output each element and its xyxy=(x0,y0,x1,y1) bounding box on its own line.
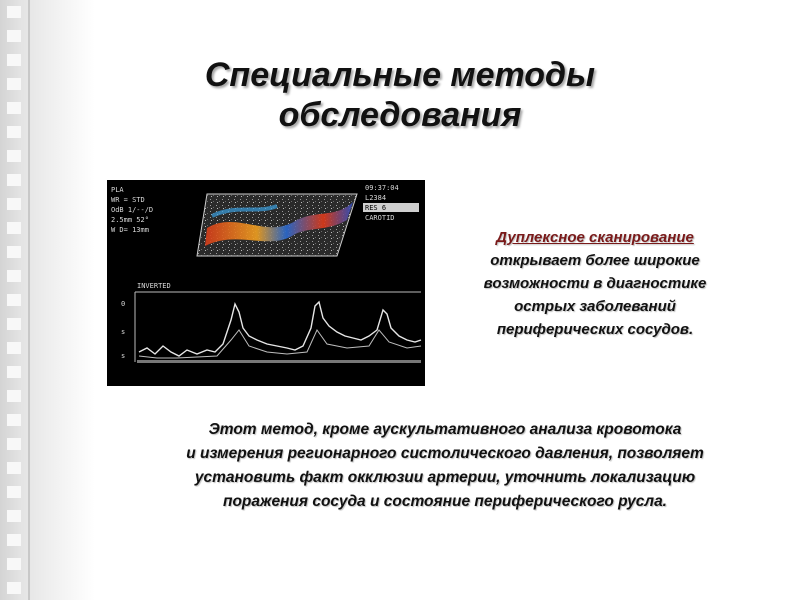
label-wr: WR = STD xyxy=(111,196,145,204)
duplex-scanning-highlight: Дуплексное сканирование xyxy=(496,229,694,246)
label-odb: OdB 1/--/D xyxy=(111,206,154,214)
label-depth: 2.5mm 52° xyxy=(111,216,149,224)
side-line-2: возможности в диагностике xyxy=(483,275,707,292)
label-inverted: INVERTED xyxy=(137,282,171,290)
side-line-3: острых заболеваний xyxy=(514,298,676,315)
side-line-1: открывает более широкие xyxy=(490,252,700,269)
label-probe: L2384 xyxy=(365,194,387,202)
label-time: 09:37:04 xyxy=(365,184,399,192)
bottom-line-2: и измерения регионарного систолического давления, позволяет xyxy=(186,445,704,462)
bottom-line-1: Этот метод, кроме аускультативного анализа кровотока xyxy=(208,421,682,438)
film-holes xyxy=(7,0,21,600)
label-res: RES 6 xyxy=(365,204,387,212)
film-strip-decoration xyxy=(0,0,95,600)
title-line-1: Специальные методы xyxy=(204,56,596,94)
doppler-ultrasound-image xyxy=(107,180,425,386)
label-wd: W D= 13mm xyxy=(111,226,149,234)
duplex-scanning-text xyxy=(440,226,750,341)
scale-mark-1: s xyxy=(121,328,126,336)
label-pla: PLA xyxy=(111,186,124,194)
film-edge-line xyxy=(28,0,30,600)
method-description xyxy=(100,418,790,514)
title-line-2: обследования xyxy=(278,96,522,134)
bottom-line-4: поражения сосуда и состояние периферического русла. xyxy=(223,493,667,510)
scale-mark-0: 0 xyxy=(121,300,126,308)
slide-title xyxy=(130,55,670,135)
scale-mark-2: s xyxy=(121,352,126,360)
side-line-4: периферических сосудов. xyxy=(496,321,694,338)
bottom-line-3: установить факт окклюзии артерии, уточнить локализацию xyxy=(194,469,696,486)
label-carotid: CAROTID xyxy=(365,214,395,222)
